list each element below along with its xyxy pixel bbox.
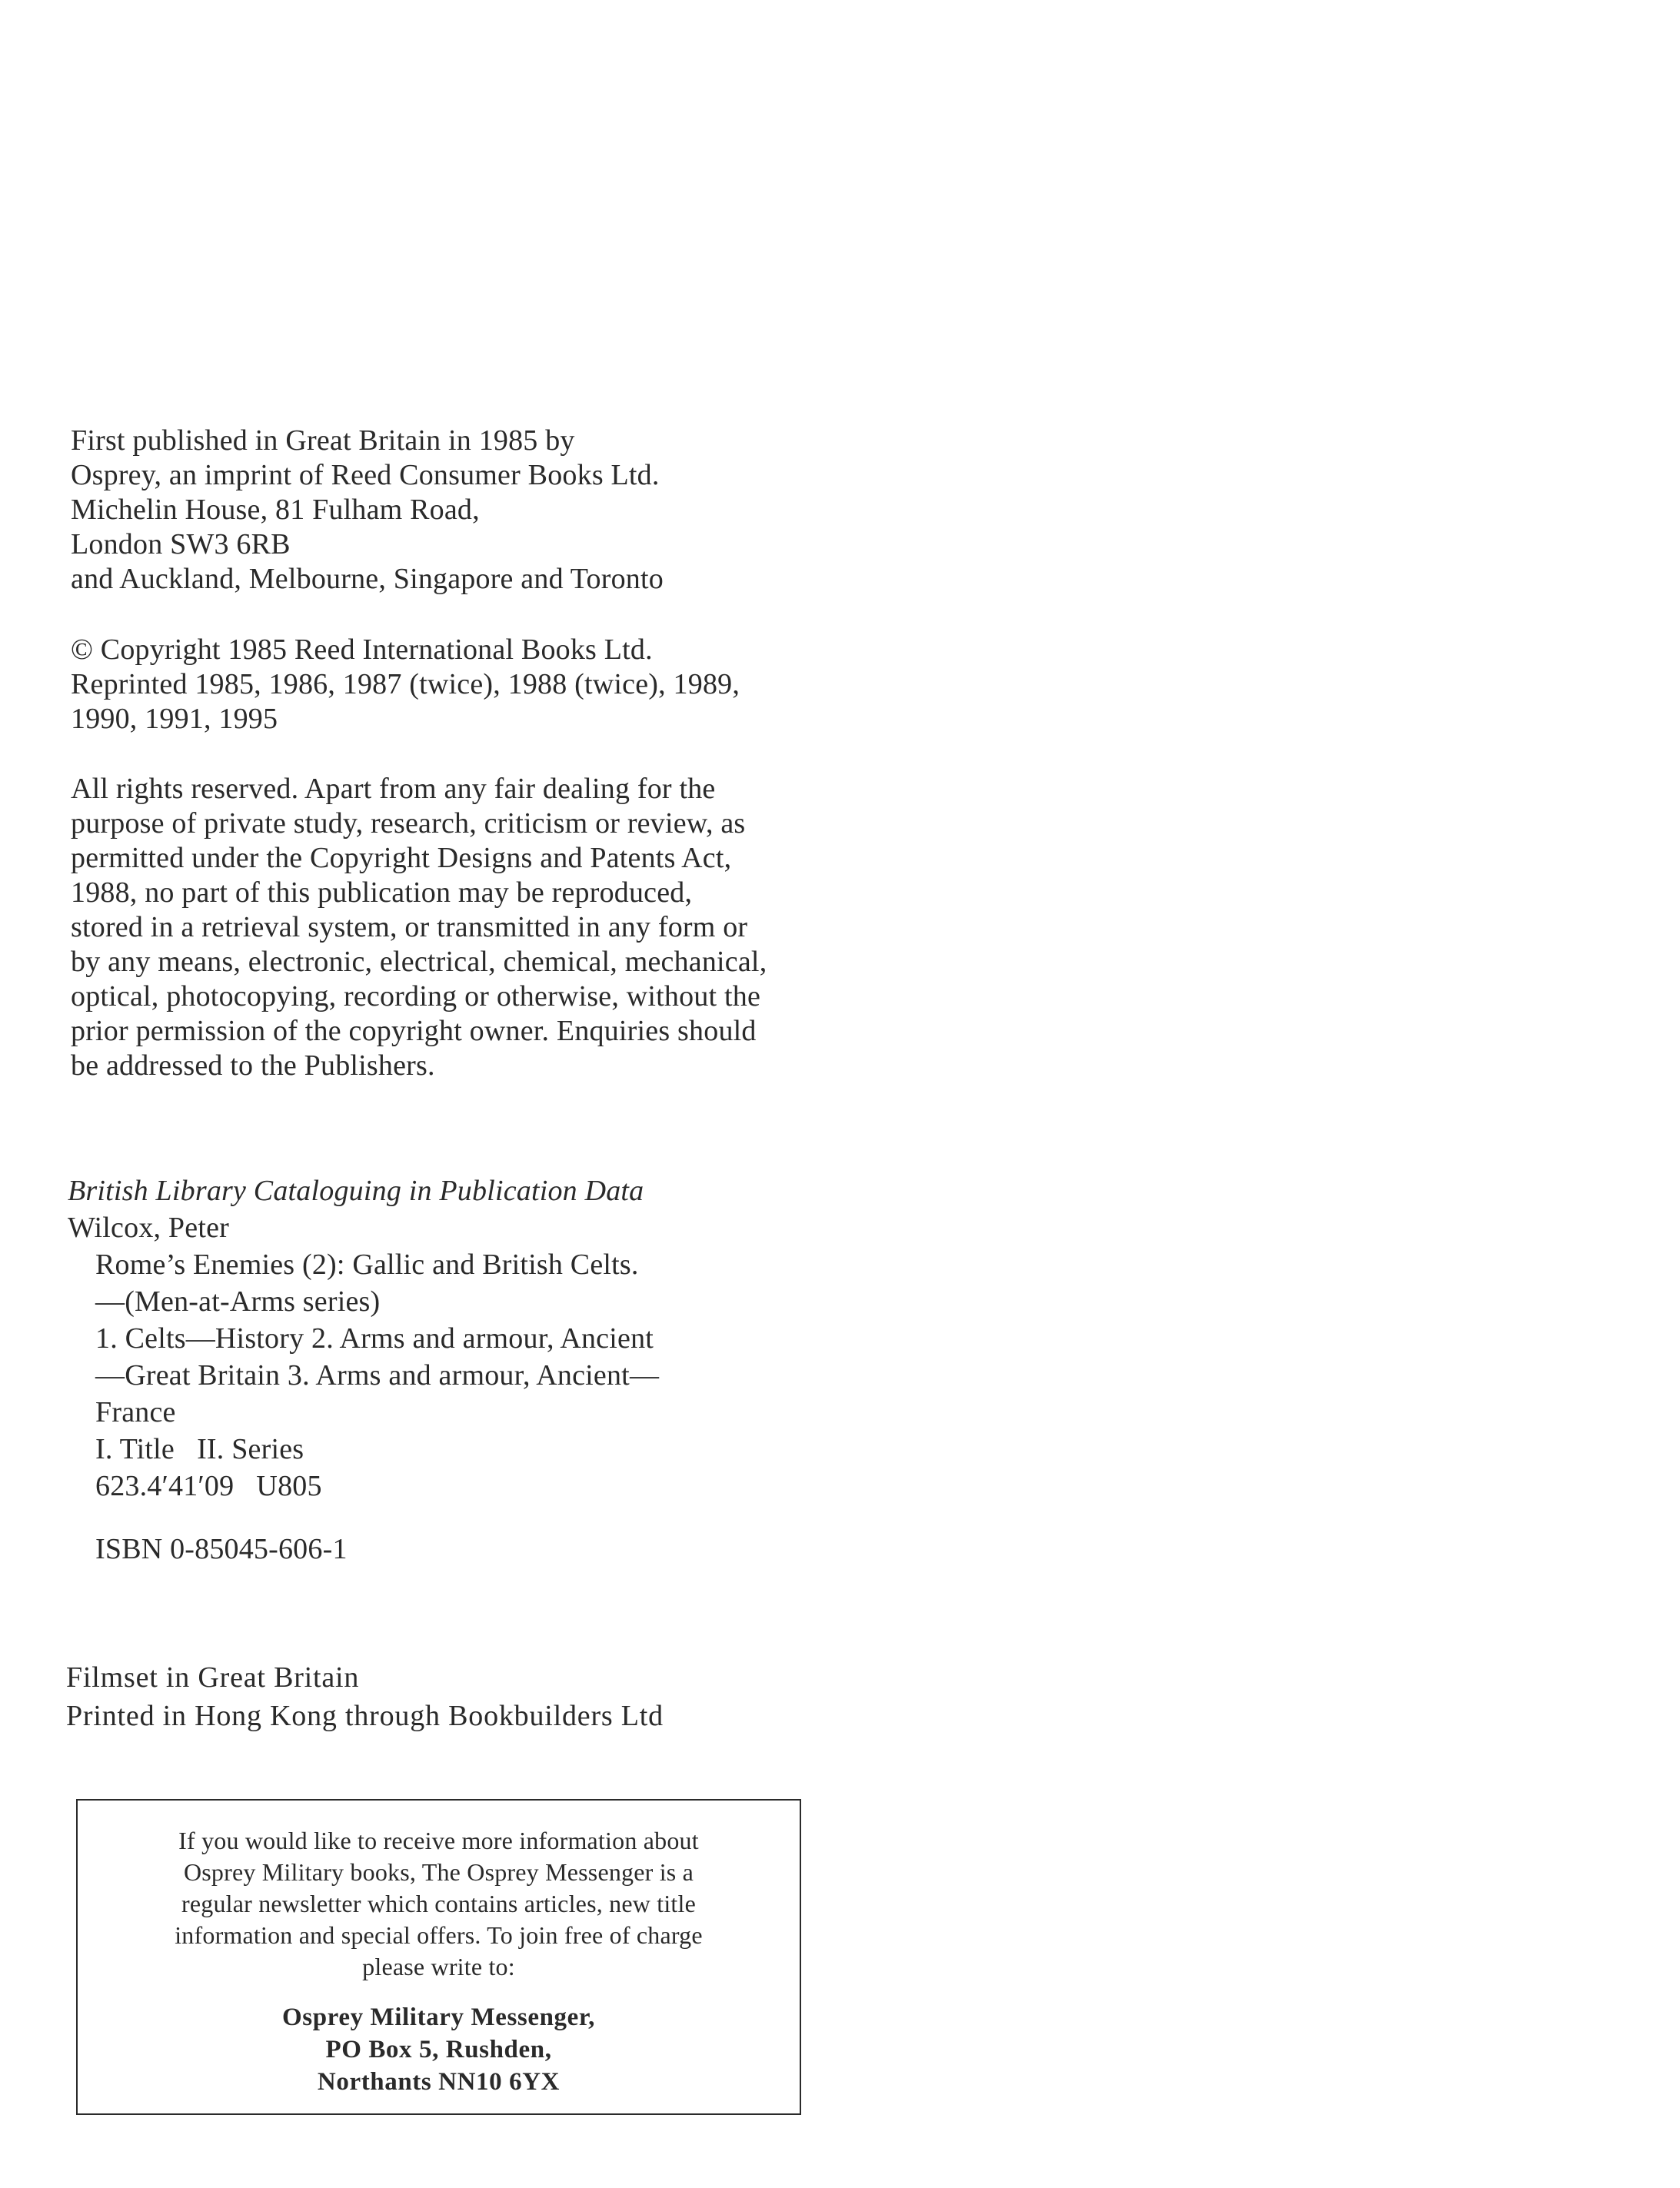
publisher-line: Osprey, an imprint of Reed Consumer Books Ltd. [71,459,660,491]
copyright-line: Reprinted 1985, 1986, 1987 (twice), 1988 (twice), 1989, [71,668,740,700]
rights-line: All rights reserved. Apart from any fair dealing for the [71,773,716,805]
cip-subject-line: —Great Britain 3. Arms and armour, Ancient— [95,1359,660,1392]
cip-title-line: —(Men-at-Arms series) [95,1285,381,1318]
publisher-line: First published in Great Britain in 1985 by [71,424,575,457]
messenger-text [78,1825,800,1983]
rights-line: stored in a retrieval system, or transmitted in any form or [71,911,748,943]
messenger-text-line: Osprey Military books, The Osprey Messenger is a [183,1858,694,1886]
address-line: Osprey Military Messenger, [282,2003,595,2031]
rights-line: prior permission of the copyright owner. Enquiries should [71,1015,757,1047]
publisher-line: and Auckland, Melbourne, Singapore and Toronto [71,563,664,595]
copyright-notice [71,633,740,737]
printed-line: Printed in Hong Kong through Bookbuilders Ltd [66,1700,664,1732]
messenger-address [78,2001,800,2098]
messenger-text-line: If you would like to receive more information about [178,1827,699,1854]
address-line: Northants NN10 6YX [317,2068,561,2096]
cip-series-line: I. Title II. Series [95,1433,304,1465]
rights-line: 1988, no part of this publication may be reproduced, [71,876,693,909]
cip-subject-line: 1. Celts—History 2. Arms and armour, Ancient [95,1322,654,1355]
rights-line: permitted under the Copyright Designs and Patents Act, [71,842,732,874]
filmset-line: Filmset in Great Britain [66,1661,360,1694]
cip-author: Wilcox, Peter [68,1212,230,1244]
messenger-text-line: information and special offers. To join free of charge [175,1921,703,1949]
isbn: ISBN 0-85045-606-1 [95,1533,348,1565]
messenger-text-line: regular newsletter which contains articles, new title [181,1890,697,1917]
cip-heading: British Library Cataloguing in Publication Data [68,1175,644,1207]
publisher-line: Michelin House, 81 Fulham Road, [71,494,480,526]
cip-classification: 623.4′41′09 U805 [95,1470,322,1502]
cataloguing-data [68,1172,659,1568]
address-line: PO Box 5, Rushden, [325,2036,552,2063]
publisher-line: London SW3 6RB [71,528,291,560]
cip-subject-line: France [95,1396,176,1428]
rights-statement [71,772,767,1083]
messenger-box [76,1799,801,2115]
rights-line: by any means, electronic, electrical, chemical, mechanical, [71,946,767,978]
publisher-info [71,424,664,597]
copyright-line: 1990, 1991, 1995 [71,703,278,735]
copyright-line: © Copyright 1985 Reed International Books Ltd. [71,633,653,666]
cip-title-line: Rome’s Enemies (2): Gallic and British Celts. [95,1249,639,1281]
messenger-text-line: please write to: [362,1953,515,1980]
rights-line: optical, photocopying, recording or otherwise, without the [71,980,761,1013]
production-info [66,1658,664,1735]
rights-line: purpose of private study, research, criticism or review, as [71,807,746,840]
rights-line: be addressed to the Publishers. [71,1049,435,1082]
